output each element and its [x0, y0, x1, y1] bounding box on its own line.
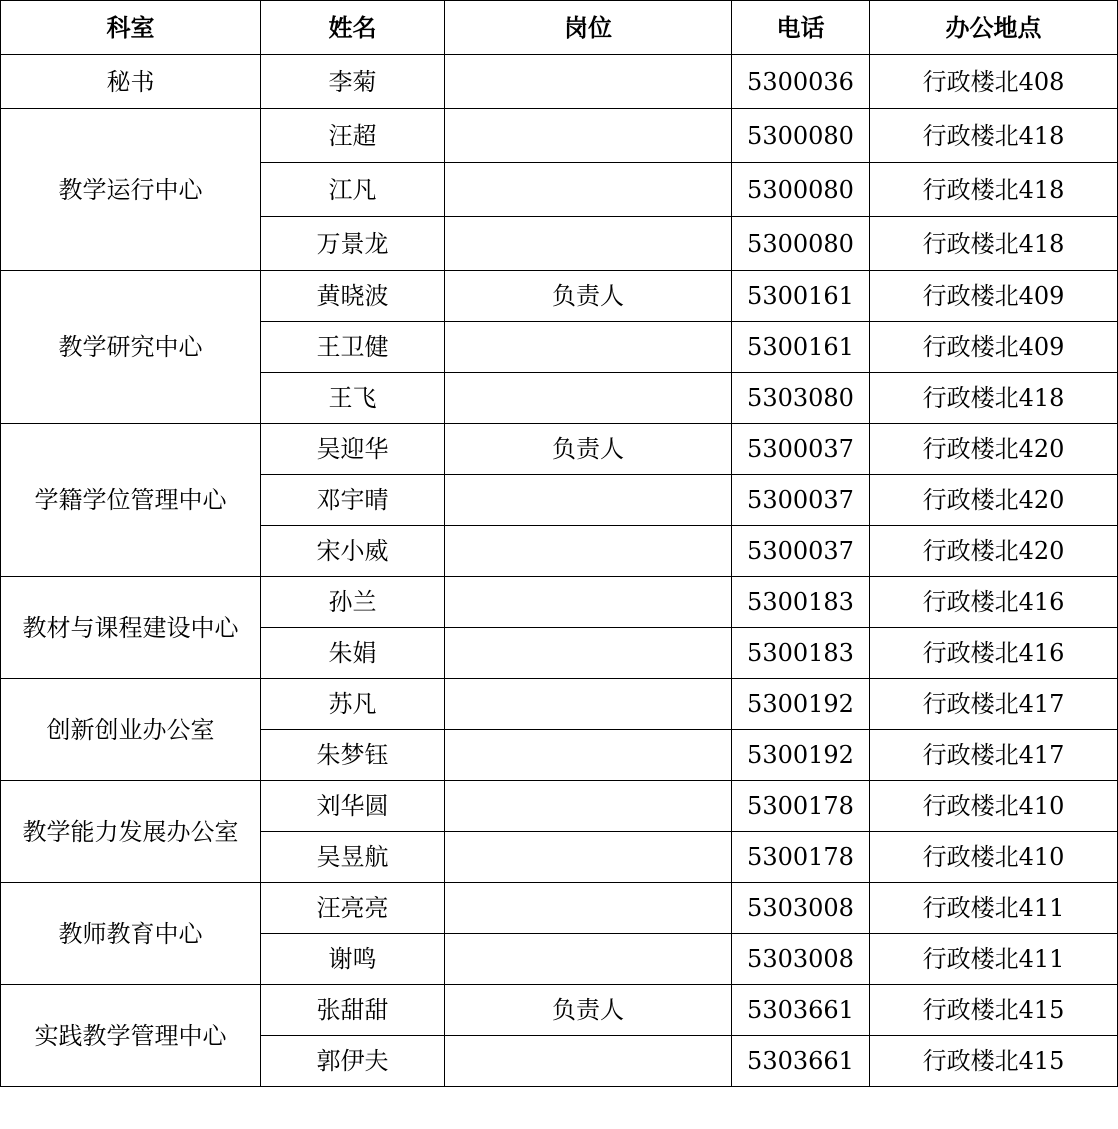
phone-cell: 5300183 [732, 628, 870, 679]
department-cell: 创新创业办公室 [1, 679, 261, 781]
phone-cell: 5303080 [732, 373, 870, 424]
table-row [1, 424, 1118, 475]
role-cell: 负责人 [445, 424, 732, 475]
name-cell: 郭伊夫 [261, 1036, 445, 1087]
name-cell: 王飞 [261, 373, 445, 424]
office-cell: 行政楼北417 [870, 679, 1118, 730]
table-row [1, 271, 1118, 322]
phone-cell: 5300161 [732, 322, 870, 373]
role-cell [445, 679, 732, 730]
role-cell [445, 934, 732, 985]
phone-cell: 5300192 [732, 730, 870, 781]
role-cell [445, 373, 732, 424]
table-row [1, 883, 1118, 934]
role-cell [445, 832, 732, 883]
role-cell [445, 730, 732, 781]
header-phone: 电话 [732, 1, 870, 55]
name-cell: 刘华圆 [261, 781, 445, 832]
role-cell [445, 577, 732, 628]
office-cell: 行政楼北420 [870, 424, 1118, 475]
phone-cell: 5303008 [732, 883, 870, 934]
role-cell: 负责人 [445, 985, 732, 1036]
table-row [1, 577, 1118, 628]
office-cell: 行政楼北410 [870, 832, 1118, 883]
phone-cell: 5300036 [732, 55, 870, 109]
name-cell: 宋小威 [261, 526, 445, 577]
phone-cell: 5303008 [732, 934, 870, 985]
office-cell: 行政楼北418 [870, 109, 1118, 163]
name-cell: 苏凡 [261, 679, 445, 730]
phone-cell: 5300080 [732, 163, 870, 217]
phone-cell: 5300183 [732, 577, 870, 628]
office-cell: 行政楼北408 [870, 55, 1118, 109]
header-row [1, 1, 1118, 55]
name-cell: 王卫健 [261, 322, 445, 373]
name-cell: 谢鸣 [261, 934, 445, 985]
phone-cell: 5300178 [732, 832, 870, 883]
name-cell: 汪超 [261, 109, 445, 163]
phone-cell: 5300080 [732, 109, 870, 163]
table-row [1, 781, 1118, 832]
table-row [1, 679, 1118, 730]
phone-cell: 5303661 [732, 1036, 870, 1087]
role-cell [445, 526, 732, 577]
name-cell: 张甜甜 [261, 985, 445, 1036]
name-cell: 孙兰 [261, 577, 445, 628]
phone-cell: 5300037 [732, 424, 870, 475]
phone-cell: 5300037 [732, 475, 870, 526]
role-cell [445, 163, 732, 217]
office-cell: 行政楼北415 [870, 1036, 1118, 1087]
department-cell: 教材与课程建设中心 [1, 577, 261, 679]
table-row [1, 55, 1118, 109]
phone-cell: 5300161 [732, 271, 870, 322]
name-cell: 吴昱航 [261, 832, 445, 883]
office-cell: 行政楼北409 [870, 271, 1118, 322]
department-cell: 教学研究中心 [1, 271, 261, 424]
role-cell [445, 628, 732, 679]
role-cell [445, 883, 732, 934]
name-cell: 吴迎华 [261, 424, 445, 475]
role-cell [445, 217, 732, 271]
role-cell [445, 781, 732, 832]
role-cell: 负责人 [445, 271, 732, 322]
department-cell: 秘书 [1, 55, 261, 109]
name-cell: 李菊 [261, 55, 445, 109]
header-name: 姓名 [261, 1, 445, 55]
phone-cell: 5300037 [732, 526, 870, 577]
office-cell: 行政楼北411 [870, 883, 1118, 934]
department-cell: 教师教育中心 [1, 883, 261, 985]
name-cell: 朱梦钰 [261, 730, 445, 781]
phone-cell: 5303661 [732, 985, 870, 1036]
name-cell: 江凡 [261, 163, 445, 217]
name-cell: 汪亮亮 [261, 883, 445, 934]
office-cell: 行政楼北410 [870, 781, 1118, 832]
role-cell [445, 475, 732, 526]
name-cell: 黄晓波 [261, 271, 445, 322]
department-cell: 实践教学管理中心 [1, 985, 261, 1087]
name-cell: 万景龙 [261, 217, 445, 271]
office-cell: 行政楼北418 [870, 163, 1118, 217]
phone-cell: 5300178 [732, 781, 870, 832]
name-cell: 邓宇晴 [261, 475, 445, 526]
office-cell: 行政楼北418 [870, 217, 1118, 271]
office-cell: 行政楼北418 [870, 373, 1118, 424]
role-cell [445, 109, 732, 163]
role-cell [445, 55, 732, 109]
name-cell: 朱娟 [261, 628, 445, 679]
office-cell: 行政楼北411 [870, 934, 1118, 985]
role-cell [445, 1036, 732, 1087]
header-department: 科室 [1, 1, 261, 55]
department-cell: 教学能力发展办公室 [1, 781, 261, 883]
table-row [1, 985, 1118, 1036]
office-cell: 行政楼北415 [870, 985, 1118, 1036]
department-cell: 学籍学位管理中心 [1, 424, 261, 577]
role-cell [445, 322, 732, 373]
office-cell: 行政楼北417 [870, 730, 1118, 781]
header-role: 岗位 [445, 1, 732, 55]
office-cell: 行政楼北409 [870, 322, 1118, 373]
table-row [1, 109, 1118, 163]
department-cell: 教学运行中心 [1, 109, 261, 271]
phone-cell: 5300192 [732, 679, 870, 730]
office-cell: 行政楼北420 [870, 526, 1118, 577]
header-office: 办公地点 [870, 1, 1118, 55]
office-cell: 行政楼北420 [870, 475, 1118, 526]
office-cell: 行政楼北416 [870, 628, 1118, 679]
office-cell: 行政楼北416 [870, 577, 1118, 628]
phone-cell: 5300080 [732, 217, 870, 271]
